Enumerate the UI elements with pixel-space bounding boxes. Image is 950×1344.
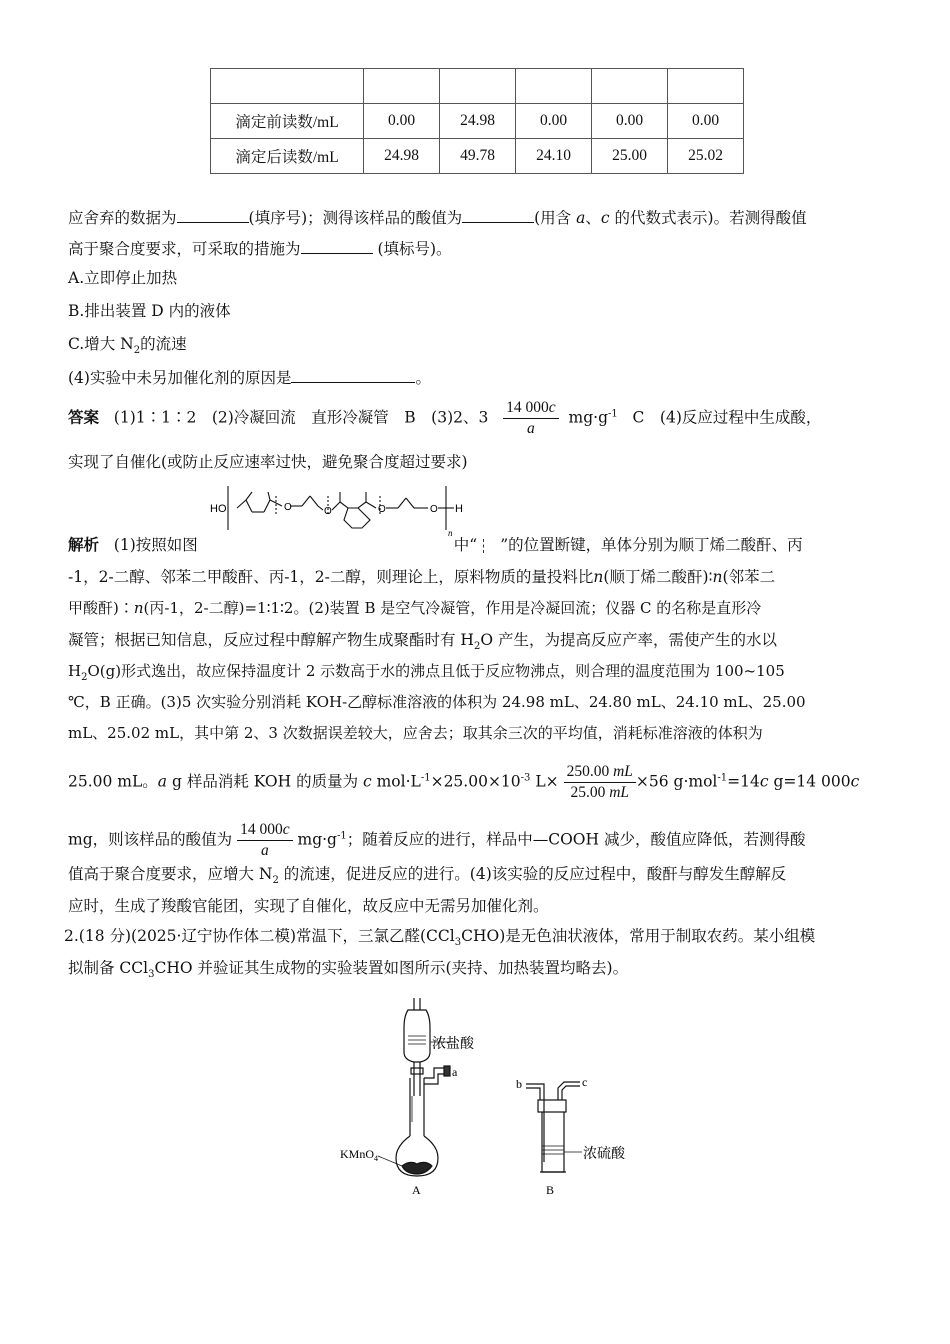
fraction <box>564 762 636 803</box>
text: L× <box>530 772 559 791</box>
q2-line-2 <box>68 958 628 985</box>
oxygen-label: O <box>430 504 438 515</box>
subscript: 2 <box>81 672 88 683</box>
analysis-label: 解析 <box>68 535 100 554</box>
text: 甲酸酐)∶ <box>68 599 134 617</box>
label-conc-h2so4: 浓硫酸 <box>583 1146 625 1162</box>
variable: a <box>157 772 168 791</box>
table-row <box>211 104 744 139</box>
text: 中“ <box>453 536 478 554</box>
text: ×25.00×10 <box>430 772 521 791</box>
table-cell: 25.00 <box>592 139 668 174</box>
text: 的流速，促进反应的进行。(4)该实验的反应过程中，酸酐与醇发生醇解反 <box>278 865 787 883</box>
text: 应舍弃的数据为 <box>68 209 177 227</box>
text: C (4)反应过程中生成酸， <box>632 408 822 427</box>
oxygen-label: O <box>378 504 386 515</box>
table-cell: 0.00 <box>516 104 592 139</box>
table-cell: 0.00 <box>592 104 668 139</box>
text: ×56 g·mol <box>635 772 718 791</box>
variable: c <box>548 399 556 416</box>
superscript: -1 <box>420 772 431 784</box>
answer-label: 答案 <box>68 407 100 427</box>
fraction-denominator: a <box>260 842 269 859</box>
answer-blank[interactable] <box>291 366 415 383</box>
text: (填标号)。 <box>377 240 452 258</box>
answer-line-1 <box>68 398 821 439</box>
text: O(g)形式逸出，故应保持温度计 2 示数高于水的沸点且低于反应物沸点，则合理的温度范围为 100~105 <box>87 662 785 680</box>
text: -1，2-二醇、邻苯二甲酸酐、丙-1，2-二醇，则理论上，原料物质的量投料比 <box>68 568 594 586</box>
fraction-numerator <box>237 820 293 841</box>
analysis-line-10 <box>68 864 786 891</box>
answer-blank[interactable] <box>177 206 249 223</box>
label-B: B <box>546 1183 555 1197</box>
table-cell: 24.10 <box>516 139 592 174</box>
variable: c <box>759 772 769 791</box>
text: 的代数式表示)。若测得酸值 <box>614 209 807 227</box>
structure-n: n <box>448 528 453 538</box>
text: 凝管；根据已知信息，反应过程中醇解产物生成聚酯时有 H <box>68 631 474 649</box>
text: (用含 <box>534 209 572 227</box>
text: ”的位置断键，单体分别为顺丁烯二酸酐、丙 <box>500 536 803 554</box>
apparatus-figure <box>330 996 630 1206</box>
fraction <box>237 820 293 861</box>
superscript: -3 <box>520 772 531 784</box>
oxygen-label: O <box>324 506 332 517</box>
text: 2.(18 分)(2025·辽宁协作体二模)常温下，三氯乙醛(CCl <box>64 927 455 945</box>
oxygen-label: O <box>284 502 292 513</box>
text: 25.00 mL。 <box>68 772 158 791</box>
text: ；随着反应的进行，样品中—COOH 减少，酸值应降低，若测得酸 <box>346 830 806 849</box>
analysis-line-5 <box>68 661 785 688</box>
table-row <box>211 139 744 174</box>
subscript: 3 <box>454 937 462 949</box>
answer-line-2: 实现了自催化(或防止反应速率过快，避免聚合度超过要求) <box>68 453 468 471</box>
table-cell: 24.98 <box>364 139 440 174</box>
text: g=14 000 <box>768 772 851 791</box>
analysis-line-6: ℃，B 正确。(3)5 次实验分别消耗 KOH-乙醇标准溶液的体积为 24.98 mL、24.80 mL、24.10 mL、25.00 <box>68 693 806 711</box>
text: (1)1∶1∶2 (2)冷凝回流 直形冷凝管 B (3)2、3 <box>113 408 489 427</box>
answer-blank[interactable] <box>301 237 373 254</box>
fraction-denominator <box>564 783 636 803</box>
question-4 <box>68 366 431 388</box>
variable: a <box>576 209 586 227</box>
analysis-line-11: 应时，生成了羧酸官能团，实现了自催化，故反应中无需另加催化剂。 <box>68 897 549 915</box>
dashed-break-mark <box>483 539 498 553</box>
analysis-line-3 <box>68 598 761 618</box>
label-A: A <box>412 1183 421 1197</box>
table-header-cell <box>364 69 440 104</box>
q2-line-1 <box>64 926 815 953</box>
text: (1)按照如图 <box>113 536 198 554</box>
text: (丙-1，2-二醇)=1∶1∶2。(2)装置 B 是空气冷凝管，作用是冷凝回流；仪器 C 的名称是直形冷 <box>143 599 762 617</box>
subscript: 2 <box>272 875 279 887</box>
analysis-line-7: mL、25.02 mL，其中第 2、3 次数据误差较大，应舍去；取其余三次的平均值，消耗标准溶液的体积为 <box>68 724 763 742</box>
table-header-row <box>211 69 744 104</box>
text: CHO 并验证其生成物的实验装置如图所示(夹持、加热装置均略去)。 <box>154 959 629 977</box>
fraction-denominator: a <box>527 420 535 437</box>
fraction-numerator <box>564 762 636 783</box>
subscript: 2 <box>473 641 481 653</box>
table-cell: 0.00 <box>668 104 744 139</box>
table-header-cell <box>516 69 592 104</box>
analysis-line-8 <box>68 762 859 803</box>
subscript: 3 <box>148 969 155 981</box>
apparatus-b <box>526 1082 582 1172</box>
variable: c <box>850 772 860 791</box>
text: 高于聚合度要求，可采取的措施为 <box>68 240 301 258</box>
text: 。 <box>415 369 431 387</box>
text: (4)实验中未另加催化剂的原因是 <box>68 369 292 387</box>
option-a: A.立即停止加热 <box>68 269 178 287</box>
text: 25.00 <box>570 784 606 801</box>
text: 250.00 <box>566 763 610 780</box>
table-cell: 0.00 <box>364 104 440 139</box>
variable: c <box>363 772 372 791</box>
text: mol·L <box>371 772 421 791</box>
fraction <box>503 398 559 439</box>
text: KMnO <box>340 1147 375 1161</box>
text: H <box>68 662 82 680</box>
question-line-2 <box>68 237 452 259</box>
variable: n <box>593 568 604 586</box>
label-c: c <box>582 1075 588 1089</box>
option-b: B.排出装置 D 内的液体 <box>68 302 231 320</box>
analysis-line-9 <box>68 820 805 861</box>
variable: n <box>712 568 723 586</box>
question-line-1 <box>68 206 807 228</box>
table-header-cell <box>592 69 668 104</box>
text: (顺丁烯二酸酐)∶ <box>603 568 713 586</box>
text: 14 000 <box>240 821 283 838</box>
text: 14 000 <box>506 399 549 416</box>
analysis-line-2 <box>68 567 775 587</box>
variable: c <box>600 209 610 227</box>
text: mg·g <box>568 408 609 427</box>
subscript: 2 <box>133 345 141 357</box>
fraction-numerator <box>503 398 559 419</box>
table-header-cell <box>440 69 516 104</box>
label-kmno4 <box>340 1147 378 1163</box>
table-cell: 25.02 <box>668 139 744 174</box>
text: CHO)是无色油状液体，常用于制取农药。某小组模 <box>461 927 816 945</box>
text: 、 <box>585 209 601 227</box>
text: (填序号)；测得该样品的酸值为 <box>248 209 463 227</box>
variable: n <box>133 599 144 617</box>
analysis-line-1 <box>68 535 803 555</box>
row-label: 滴定后读数/mL <box>211 139 364 174</box>
superscript: -1 <box>336 830 347 842</box>
table-header-cell <box>668 69 744 104</box>
subscript: 4 <box>374 1154 379 1163</box>
option-c <box>68 334 187 361</box>
text: 的流速 <box>140 335 187 353</box>
structure-ho: HO <box>210 503 227 515</box>
text: C.增大 N <box>68 335 134 353</box>
answer-blank[interactable] <box>462 206 534 223</box>
label-b: b <box>516 1077 522 1091</box>
table-header-cell <box>211 69 364 104</box>
text: mg·g <box>292 830 337 849</box>
text: =14 <box>727 772 760 791</box>
kmno4-pointer <box>378 1156 402 1166</box>
structure-h: H <box>455 503 463 515</box>
label-conc-hcl: 浓盐酸 <box>432 1036 474 1052</box>
text: 拟制备 CCl <box>68 959 149 977</box>
unit: mL <box>613 763 633 780</box>
text: (邻苯二 <box>722 568 776 586</box>
superscript: -1 <box>608 408 618 420</box>
text: mg，则该样品的酸值为 <box>68 830 233 849</box>
text: g 样品消耗 KOH 的质量为 <box>167 772 363 791</box>
superscript: -1 <box>717 772 728 784</box>
table-cell: 49.78 <box>440 139 516 174</box>
apparatus-a <box>396 998 456 1176</box>
table-cell: 24.98 <box>440 104 516 139</box>
variable: c <box>282 821 290 838</box>
analysis-line-4 <box>68 630 777 657</box>
unit: mL <box>609 784 630 801</box>
titration-table <box>210 68 744 174</box>
text: O 产生，为提高反应产率，需使产生的水以 <box>480 631 777 649</box>
label-a: a <box>452 1065 458 1079</box>
row-label: 滴定前读数/mL <box>211 104 364 139</box>
text: 值高于聚合度要求，应增大 N <box>68 865 273 883</box>
polymer-structure <box>208 482 468 538</box>
